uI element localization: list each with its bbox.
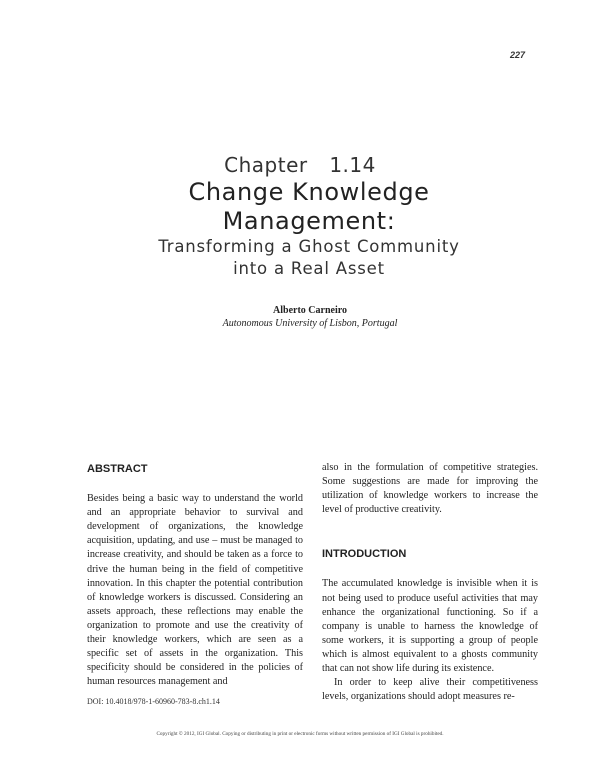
chapter-title <box>0 178 600 236</box>
abstract-paragraph: Besides being a basic way to understand the world and an appropriate behavior to survival and development of organizations, the knowledge acquisition, updating, and use – must be managed to increase creativity, and should be taken as a force to drive the human being in the field of competitive innovation. In this chapter the potential contribution of knowledge workers is discussed. Considering an assets approach, these reflections may enable the organization to promote and use the creativity of their knowledge workers, which are seen as a specific set of assets in the organization. This specificity should be considered in the policies of human resources management and <box>87 493 303 688</box>
chapter-subtitle-line-2: into a Real Asset <box>233 259 385 278</box>
chapter-title-line-2: Management: <box>222 207 396 235</box>
introduction-paragraph-2: In order to keep alive their competitiveness levels, organizations should adopt measures re- <box>322 677 538 703</box>
right-column <box>322 461 538 704</box>
left-column <box>87 462 303 689</box>
chapter-label: Chapter 1.14 <box>224 153 376 177</box>
abstract-paragraph-continued: also in the formulation of competitive strategies. Some suggestions are made for improving the utilization of knowledge workers to increase the level of productive creativity. <box>322 462 538 516</box>
abstract-heading: ABSTRACT <box>87 463 148 475</box>
introduction-paragraph-1: The accumulated knowledge is invisible when it is not being used to produce useful activities that may enhance the organizational functioning. So if a company is unable to harness the knowledge of some workers, it is supporting a group of people which is almost equivalent to a ghosts community that can not show life during its existence. <box>322 578 538 675</box>
introduction-heading: INTRODUCTION <box>322 548 407 561</box>
chapter-subtitle <box>0 236 600 280</box>
copyright-notice: Copyright © 2012, IGI Global. Copying or distributing in print or electronic forms without written permission of IGI Global is prohibited. <box>156 731 444 737</box>
page-number: 227 <box>510 50 526 60</box>
chapter-title-line-1: Change Knowledge <box>188 178 430 206</box>
author-name: Alberto Carneiro <box>273 305 347 316</box>
chapter-subtitle-line-1: Transforming a Ghost Community <box>158 237 460 256</box>
author-affiliation: Autonomous University of Lisbon, Portugal <box>222 318 398 329</box>
doi: DOI: 10.4018/978-1-60960-783-8.ch1.14 <box>87 697 220 706</box>
